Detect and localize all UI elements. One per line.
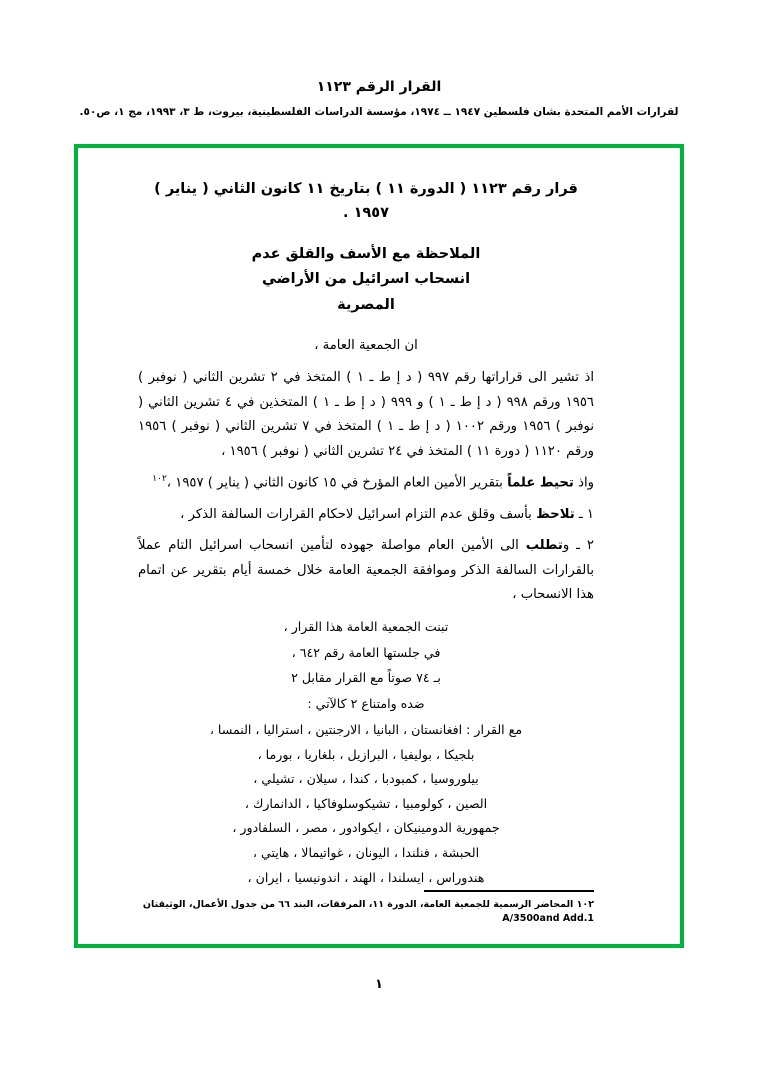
clause-1-number: ١ ـ	[574, 506, 594, 522]
resolution-heading: قرار رقم ١١٢٣ ( الدورة ١١ ) بتاريخ ١١ كانون الثاني ( يناير ) ١٩٥٧ .	[154, 181, 578, 221]
preamble-paragraph-2	[138, 471, 594, 496]
preamble-2-emphasis: تحيط علماً	[507, 475, 574, 491]
content-frame-inner	[78, 148, 680, 944]
clause-1-text: بأسف وقلق عدم التزام اسرائيل لاحكام القرارات السالفة الذكر ،	[180, 506, 537, 522]
adoption-line-2: في جلستها العامة رقم ٦٤٢ ،	[291, 644, 441, 660]
subject-line-2: انسحاب اسرائيل من الأراضي	[261, 271, 471, 288]
preamble-2-rest: بتقرير الأمين العام المؤرخ في ١٥ كانون الثاني ( يناير ) ١٩٥٧ ،	[166, 475, 508, 491]
vote-in-favour-list	[138, 718, 594, 890]
vote-line: جمهورية الدومينيكان ، ايكوادور ، مصر ، السلفادور ،	[232, 820, 500, 836]
vote-line: الصين ، كولومبيا ، تشيكوسلوفاكيا ، الدانمارك ،	[244, 795, 488, 811]
content-frame	[74, 144, 684, 948]
page-title: القرار الرقم ١١٢٣	[316, 79, 442, 95]
footnote-marker: ١٠٢	[152, 474, 167, 485]
adoption-block	[138, 615, 594, 717]
vote-line: بلجيكا ، بوليفيا ، البرازيل ، بلغاريا ، بورما ،	[257, 746, 475, 762]
adoption-line-1: تبنت الجمعية العامة هذا القرار ،	[283, 618, 449, 634]
operative-clause-2	[138, 534, 594, 607]
vote-line: الحبشة ، فنلندا ، اليونان ، غواتيمالا ، هايتي ،	[252, 845, 480, 860]
preamble-paragraph-1: اذ تشير الى قراراتها رقم ٩٩٧ ( د إ ط ـ ١ ) المتخذ في ٢ تشرين الثاني ( نوفبر ) ١٩٥٦ ورقم ٩٩٨ ( د إ ط ـ ١ ) و ٩٩٩ ( د إ ط ـ ١ ) المتخذين في ٤ تشرين الثاني ( نوفبر ) ١٩٥٦ ورقم ١٠٠٢ ( د إ ط ـ ١ ) المتخذ في ٧ تشرين الثاني ( نوفبر ) ١٩٥٦ ورقم ١١٢٠ ( دورة ١١ ) المتخذ في ٢٤ تشرين الثاني ( نوفبر ) ١٩٥٦ ،	[138, 370, 595, 459]
vote-line: هندوراس ، ايسلندا ، الهند ، اندونيسيا ، ايران ،	[247, 869, 485, 885]
resolution-subject	[188, 242, 544, 318]
source-citation: لقرارات الأمم المتحدة بشان فلسطين ١٩٤٧ ــ ١٩٧٤، مؤسسة الدراسات الفلسطينية، بيروت، ط ٣، ١٩٩٣، مج ١، ص٥٠.	[79, 106, 679, 119]
clause-2-verb: تطلب	[525, 538, 563, 554]
vote-line: مع القرار : افغانستان ، البانيا ، الارجنتين ، استراليا ، النمسا ،	[209, 722, 523, 738]
operative-clause-1	[138, 503, 594, 527]
footnote-text: ١٠٢ المحاضر الرسمية للجمعية العامة، الدورة ١١، المرفقات، البند ٦٦ من جدول الأعمال، الوثيقتان A/3500and Add.1	[142, 898, 594, 924]
clause-2-text: الى الأمين العام مواصلة جهوده لتأمين انسحاب اسرائيل التام عملاً بالقرارات السالفة الذكر وموافقة الجمعية العامة خلال خمسة أيام بتقرير عن اتمام هذا الانسحاب ،	[138, 538, 594, 603]
footnote-area	[138, 890, 594, 927]
page-number: ١	[375, 977, 383, 992]
opening-phrase: ان الجمعية العامة ،	[314, 337, 418, 353]
vote-line: بيلوروسيا ، كمبودبا ، كندا ، سيلان ، تشيلي ،	[253, 771, 479, 787]
document-header	[0, 0, 758, 120]
adoption-line-3: بـ ٧٤ صوتاً مع القرار مقابل ٢	[291, 670, 441, 686]
footnote-divider	[424, 890, 594, 892]
preamble-2-prefix: واذ	[573, 475, 594, 491]
adoption-line-4: ضده وامتناع ٢ كالآتي :	[307, 696, 425, 712]
clause-1-verb: تلاحظ	[536, 506, 575, 522]
subject-line-3: المصرية	[337, 296, 395, 313]
subject-line-1: الملاحظة مع الأسف والقلق عدم	[251, 245, 481, 262]
clause-2-number: ٢ ـ و	[562, 538, 594, 554]
